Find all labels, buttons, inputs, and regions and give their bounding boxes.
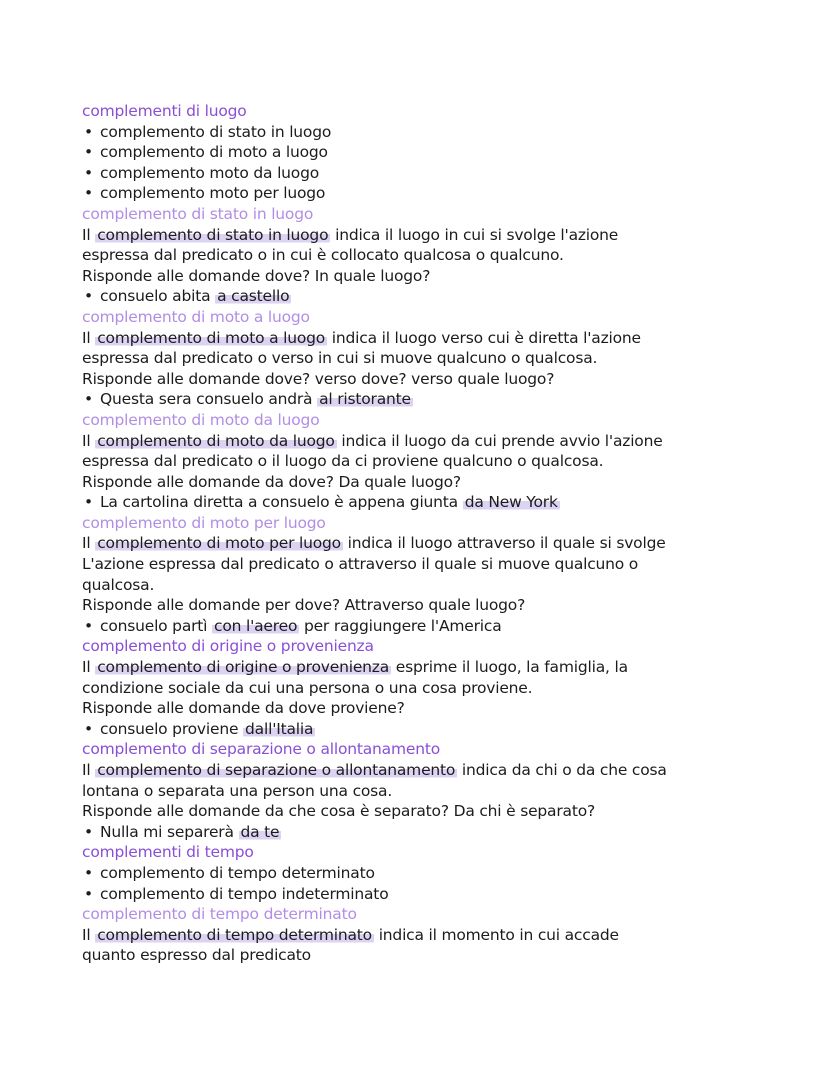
definition-line: Il complemento di moto da luogo indica il luogo da cui prende avvio l'azione [82,431,663,450]
heading-moto-per-luogo: complemento di moto per luogo [82,513,326,532]
definition-line: Il complemento di origine o provenienza esprime il luogo, la famiglia, la [82,658,628,677]
heading-complementi-di-tempo: complementi di tempo [82,843,254,862]
notes-page [82,101,782,966]
highlight: complemento di tempo determinato [97,925,372,944]
question-line: Risponde alle domande da dove? Da quale luogo? [82,472,461,491]
highlight: complemento di moto da luogo [97,431,335,450]
heading-separazione: complemento di separazione o allontanamento [82,740,440,759]
highlight: complemento di stato in luogo [97,225,329,244]
definition-line: qualcosa. [82,575,155,594]
highlight: da New York [464,493,558,512]
list-item: • complemento di moto a luogo [84,143,328,162]
definition-line: condizione sociale da cui una persona o una cosa proviene. [82,678,533,697]
question-line: Risponde alle domande da dove proviene? [82,699,405,718]
definition-line: espressa dal predicato o verso in cui si muove qualcuno o qualcosa. [82,349,598,368]
list-item: • complemento moto da luogo [84,163,320,182]
highlight: dall'Italia [245,719,314,738]
list-item: • complemento di tempo determinato [84,863,375,882]
highlight: con l'aereo [214,616,298,635]
heading-complementi-di-luogo: complementi di luogo [82,102,247,120]
highlight: a castello [217,287,290,306]
heading-stato-in-luogo: complemento di stato in luogo [82,204,314,223]
example-item: • Questa sera consuelo andrà al ristorante [84,390,411,409]
definition-line: Il complemento di tempo determinato indica il momento in cui accade [82,925,619,944]
question-line: Risponde alle domande per dove? Attraverso quale luogo? [82,596,526,615]
definition-line: Il complemento di stato in luogo indica il luogo in cui si svolge l'azione [82,225,619,244]
list-item: • complemento di stato in luogo [84,122,332,141]
question-line: Risponde alle domande da che cosa è separato? Da chi è separato? [82,802,596,821]
list-item: • complemento di tempo indeterminato [84,884,389,903]
definition-line: espressa dal predicato o in cui è collocato qualcosa o qualcuno. [82,246,564,265]
highlight: complemento di moto a luogo [97,328,326,347]
heading-tempo-determinato: complemento di tempo determinato [82,905,357,924]
example-item: • consuelo proviene dall'Italia [84,719,314,738]
definition-line: Il complemento di separazione o allontanamento indica da chi o da che cosa [82,761,667,779]
highlight: complemento di separazione o allontanamento [97,761,456,779]
example-item: • Nulla mi separerà da te [84,822,280,841]
highlight: complemento di moto per luogo [97,534,341,553]
definition-line: quanto espresso dal predicato [82,946,311,965]
definition-line: Il complemento di moto per luogo indica il luogo attraverso il quale si svolge [82,534,666,553]
heading-origine-provenienza: complemento di origine o provenienza [82,637,374,656]
heading-moto-da-luogo: complemento di moto da luogo [82,410,320,429]
heading-moto-a-luogo: complemento di moto a luogo [82,307,310,326]
definition-line: lontana o separata una person una cosa. [82,781,393,800]
definition-line: espressa dal predicato o il luogo da ci proviene qualcuno o qualcosa. [82,452,604,471]
highlight: al ristorante [319,390,411,409]
example-item: • La cartolina diretta a consuelo è appena giunta da New York [84,493,558,512]
list-item: • complemento moto per luogo [84,184,326,203]
highlight: complemento di origine o provenienza [97,658,390,677]
question-line: Risponde alle domande dove? verso dove? verso quale luogo? [82,369,555,388]
definition-line: Il complemento di moto a luogo indica il luogo verso cui è diretta l'azione [82,328,641,347]
example-item: • consuelo abita a castello [84,287,290,306]
highlight: da te [240,822,280,841]
example-item: • consuelo partì con l'aereo per raggiungere l'America [84,616,502,635]
question-line: Risponde alle domande dove? In quale luogo? [82,266,431,285]
definition-line: L'azione espressa dal predicato o attraverso il quale si muove qualcuno o [82,555,639,574]
